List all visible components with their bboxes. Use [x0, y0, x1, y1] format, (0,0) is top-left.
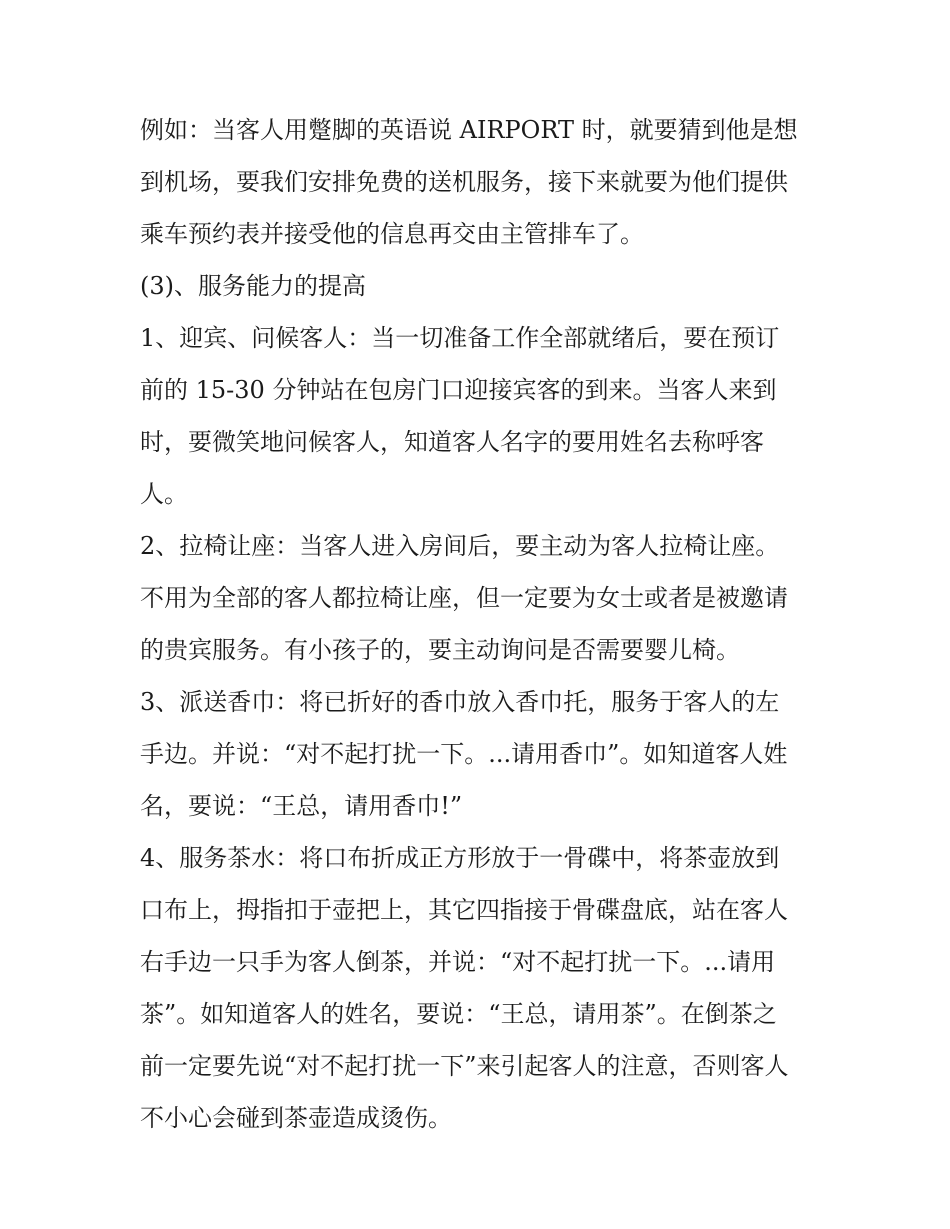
text-line: 1、迎宾、问候客人：当一切准备工作全部就绪后，要在预订 — [140, 324, 780, 352]
document-body — [140, 104, 820, 1144]
text-line: 名，要说：“王总，请用香巾!” — [140, 792, 463, 820]
text-line: 的贵宾服务。有小孩子的，要主动询问是否需要婴儿椅。 — [140, 636, 740, 664]
text-line: 3、派送香巾：将已折好的香巾放入香巾托，服务于客人的左 — [140, 688, 780, 716]
text-line: 不用为全部的客人都拉椅让座，但一定要为女士或者是被邀请 — [140, 584, 788, 612]
text-line: 4、服务茶水：将口布折成正方形放于一骨碟中，将茶壶放到 — [140, 844, 780, 872]
text-line: 手边。并说：“对不起打扰一下。...请用香巾”。如知道客人姓 — [140, 740, 788, 768]
text-line: 不小心会碰到茶壶造成烫伤。 — [140, 1104, 452, 1132]
text-line: 右手边一只手为客人倒茶，并说：“对不起打扰一下。...请用 — [140, 948, 776, 976]
text-line: 前的 15-30 分钟站在包房门口迎接宾客的到来。当客人来到 — [140, 376, 777, 404]
text-line: 例如：当客人用蹩脚的英语说 AIRPORT 时，就要猜到他是想 — [140, 116, 798, 144]
text-line: 人。 — [140, 480, 188, 508]
text-line: 乘车预约表并接受他的信息再交由主管排车了。 — [140, 220, 644, 248]
text-line: 前一定要先说“对不起打扰一下”来引起客人的注意，否则客人 — [140, 1052, 789, 1080]
text-line: 2、拉椅让座：当客人进入房间后，要主动为客人拉椅让座。 — [140, 532, 780, 560]
section-heading: (3)、服务能力的提高 — [140, 272, 366, 300]
text-line: 茶”。如知道客人的姓名，要说：“王总，请用茶”。在倒茶之 — [140, 1000, 777, 1028]
text-line: 时，要微笑地问候客人，知道客人名字的要用姓名去称呼客 — [140, 428, 764, 456]
text-line: 口布上，拇指扣于壶把上，其它四指接于骨碟盘底，站在客人 — [140, 896, 788, 924]
text-line: 到机场，要我们安排免费的送机服务，接下来就要为他们提供 — [140, 168, 788, 196]
